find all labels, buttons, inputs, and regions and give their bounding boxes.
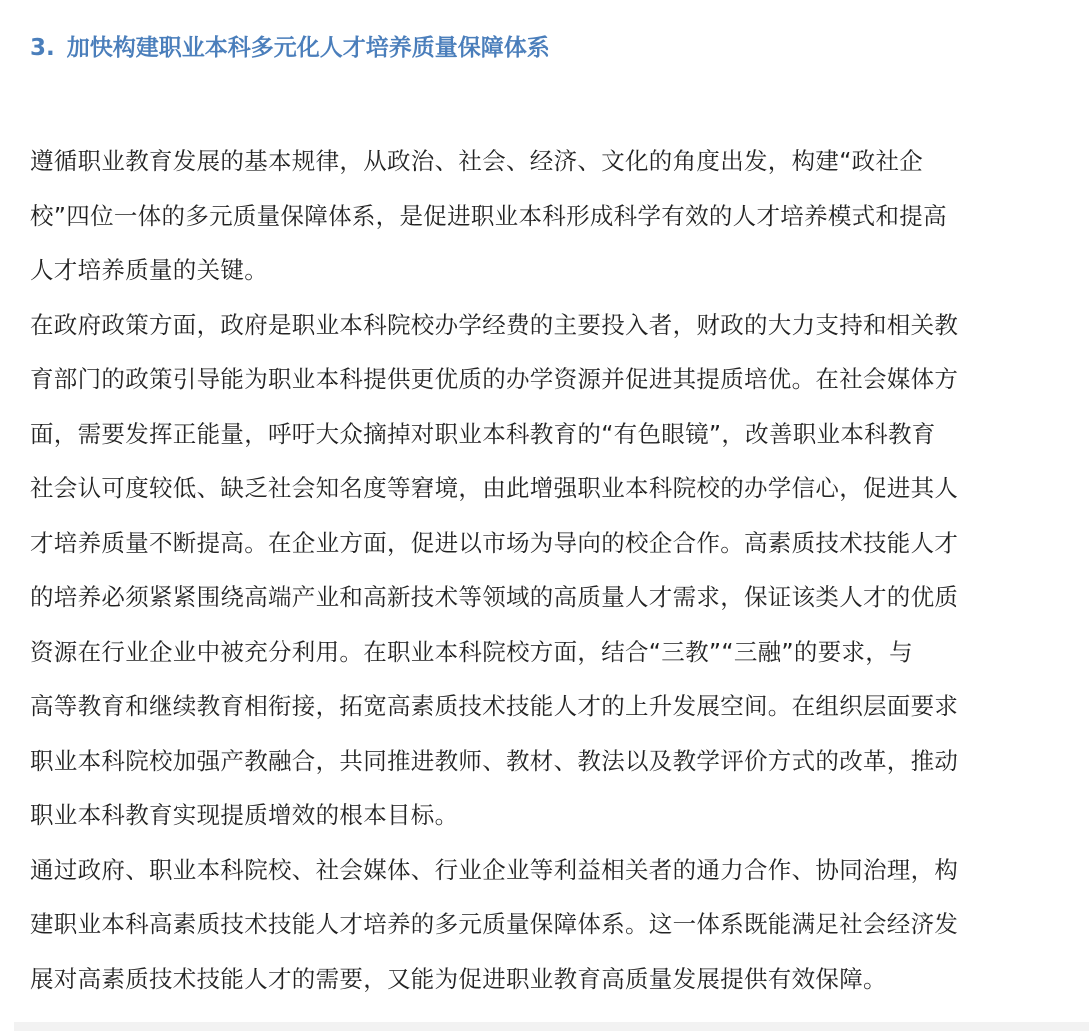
text-line: 育部门的政策引导能为职业本科提供更优质的办学资源并促进其提质培优。在社会媒体方 — [30, 365, 959, 393]
text-line: 资源在行业企业中被充分利用。在职业本科院校方面，结合“三教”“三融”的要求，与 — [30, 637, 913, 666]
text-line: 才培养质量不断提高。在企业方面，促进以市场为导向的校企合作。高素质技术技能人才 — [30, 528, 959, 557]
text-line: 通过政府、职业本科院校、社会媒体、行业企业等利益相关者的通力合作、协同治理，构 — [30, 855, 959, 884]
text-line: 的培养必须紧紧围绕高端产业和高新技术等领域的高质量人才需求，保证该类人才的优质 — [30, 583, 959, 611]
text-line: 职业本科教育实现提质增效的根本目标。 — [30, 801, 459, 829]
text-line: 人才培养质量的关键。 — [30, 256, 268, 284]
paragraph-intro — [30, 134, 1062, 298]
paragraph-conclusion — [30, 843, 1062, 1007]
section-heading — [30, 28, 550, 68]
text-line: 遵循职业教育发展的基本规律，从政治、社会、经济、文化的角度出发，构建“政社企 — [30, 147, 924, 175]
text-line: 高等教育和继续教育相衔接，拓宽高素质技术技能人才的上升发展空间。在组织层面要求 — [30, 692, 959, 720]
section-title: 加快构建职业本科多元化人才培养质量保障体系 — [66, 35, 550, 61]
text-line: 职业本科院校加强产教融合，共同推进教师、教材、教法以及教学评价方式的改革，推动 — [30, 746, 959, 775]
text-line: 社会认可度较低、缺乏社会知名度等窘境，由此增强职业本科院校的办学信心，促进其人 — [30, 474, 959, 502]
text-line: 校”四位一体的多元质量保障体系，是促进职业本科形成科学有效的人才培养模式和提高 — [30, 201, 947, 230]
text-line: 面，需要发挥正能量，呼吁大众摘掉对职业本科教育的“有色眼镜”，改善职业本科教育 — [30, 419, 936, 448]
text-line: 在政府政策方面，政府是职业本科院校办学经费的主要投入者，财政的大力支持和相关教 — [30, 310, 959, 339]
article-body — [30, 134, 1062, 1006]
bottom-divider-bar — [14, 1022, 1089, 1031]
paragraph-stakeholders — [30, 298, 1062, 843]
text-line: 展对高素质技术技能人才的需要，又能为促进职业教育高质量发展提供有效保障。 — [30, 964, 887, 993]
text-line: 建职业本科高素质技术技能人才培养的多元质量保障体系。这一体系既能满足社会经济发 — [30, 910, 959, 938]
section-number: 3. — [30, 35, 55, 61]
